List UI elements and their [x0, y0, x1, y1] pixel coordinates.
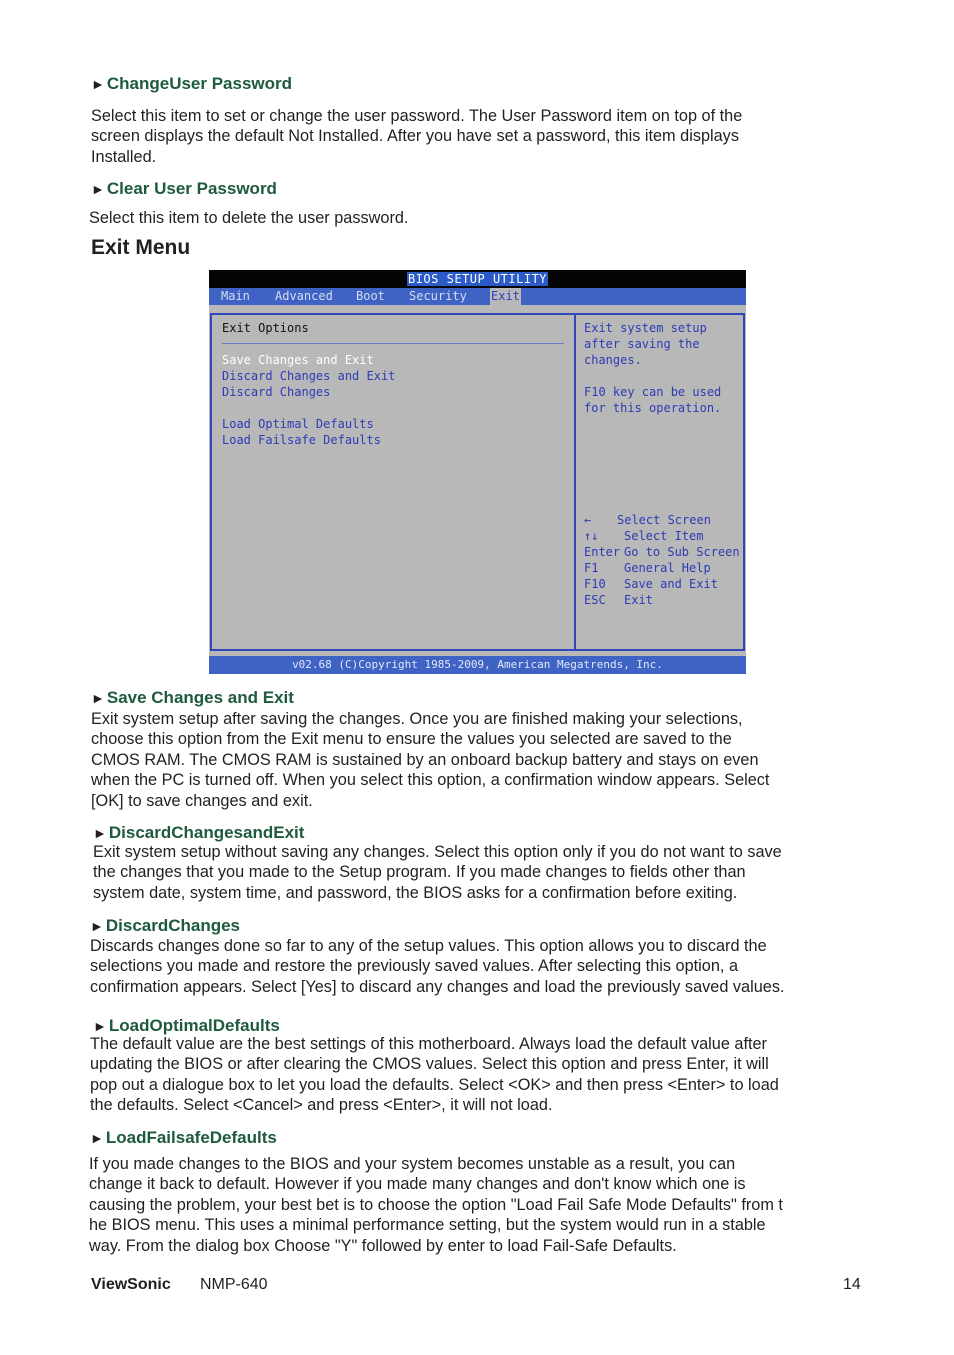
bios-tab-security: Security: [409, 289, 467, 303]
arrow-right-icon: ►: [93, 1018, 107, 1034]
bios-tab-boot: Boot: [356, 289, 385, 303]
heading-clear-user-password: ► Clear User Password: [91, 179, 277, 198]
paragraph-discard-changes-and-exit: Exit system setup without saving any changes. Select this option only if you do not want to save the changes that you made to the Setup program. If you made changes to fields other than system date, system time, and password, the BIOS asks for a confirmation before exiting.: [93, 843, 782, 902]
bios-key-left-arrow-icon: ←: [584, 513, 592, 527]
bios-key-desc: Select Item: [624, 529, 704, 543]
bios-key: ESC: [584, 593, 606, 607]
paragraph-save-changes-and-exit: Exit system setup after saving the changes. Once you are finished making your selections, choose this option from the Exit menu to ensure the values you selected are saved to the CMOS RAM. The CMOS RAM is sustained by an onboard backup battery and stays on even when the PC is turned off. When you select this option, a confirmation window appears. Select [OK] to save changes and exit.: [91, 710, 770, 810]
page-number: 14: [843, 1276, 861, 1293]
arrow-right-icon: ►: [90, 918, 104, 934]
paragraph-clear-user-password: Select this item to delete the user password.: [89, 209, 409, 227]
bios-exit-options-header: Exit Options: [222, 321, 309, 335]
bios-separator: [222, 343, 564, 344]
bios-key-desc: General Help: [624, 561, 711, 575]
arrow-right-icon: ►: [90, 1130, 104, 1146]
arrow-right-icon: ►: [91, 76, 105, 92]
heading-load-optimal-defaults: ► LoadOptimalDefaults: [93, 1016, 280, 1035]
exit-menu-title: Exit Menu: [91, 236, 191, 259]
paragraph-discard-changes: Discards changes done so far to any of the setup values. This option allows you to discard the selections you made and restore the previously saved values. After selecting this option, a confirmation appears. Select [Yes] to discard any changes and load the previously saved values.: [90, 937, 785, 996]
bios-screenshot: [209, 270, 746, 674]
bios-key: F10: [584, 577, 606, 591]
heading-load-failsafe-defaults: ► LoadFailsafeDefaults: [90, 1128, 277, 1147]
bios-key-desc: Select Screen: [617, 513, 711, 527]
bios-key-desc: Save and Exit: [624, 577, 718, 591]
bios-help-line: changes.: [584, 353, 642, 367]
bios-help-line: for this operation.: [584, 401, 722, 415]
footer-brand-logo: ViewSonic: [91, 1276, 171, 1293]
bios-option-load-optimal-defaults: Load Optimal Defaults: [222, 417, 374, 431]
arrow-right-icon: ►: [91, 181, 105, 197]
bios-key-desc: Go to Sub Screen: [624, 545, 740, 559]
bios-tab-bar: [209, 288, 746, 305]
arrow-right-icon: ►: [91, 690, 105, 706]
heading-save-changes-and-exit: ► Save Changes and Exit: [91, 688, 294, 707]
bios-option-save-changes-and-exit: Save Changes and Exit: [222, 353, 374, 367]
heading-discard-changes: ► DiscardChanges: [90, 916, 241, 935]
paragraph-change-user-password: Select this item to set or change the user password. The User Password item on top of the screen displays the default Not Installed. After you have set a password, this item displays Installed.: [91, 107, 743, 166]
bios-key: Enter: [584, 545, 621, 559]
heading-discard-changes-and-exit: ► DiscardChangesandExit: [93, 823, 305, 842]
bios-option-discard-changes-and-exit: Discard Changes and Exit: [222, 369, 396, 383]
arrow-right-icon: ►: [93, 825, 107, 841]
bios-option-load-failsafe-defaults: Load Failsafe Defaults: [222, 433, 381, 447]
bios-key-up-down-arrow-icon: ↑↓: [584, 529, 599, 543]
paragraph-load-failsafe-defaults: If you made changes to the BIOS and your system becomes unstable as a result, you can change it back to default. However if you made many changes and don't know which one is causing the problem, your best bet is to choose the option "Load Fail Safe Mode Defaults" from t he BIOS menu. This uses a minimal performance setting, but the system would run in a stable way. From the dialog box Choose "Y" followed by enter to load Fail-Safe Defaults.: [89, 1155, 783, 1255]
bios-help-line: F10 key can be used: [584, 385, 722, 399]
footer-model: NMP-640: [200, 1276, 268, 1293]
bios-help-line: Exit system setup: [584, 321, 707, 335]
bios-copyright-bar: v02.68 (C)Copyright 1985-2009, American Megatrends, Inc.: [209, 656, 746, 674]
bios-tab-advanced: Advanced: [275, 289, 333, 303]
paragraph-load-optimal-defaults: The default value are the best settings of this motherboard. Always load the default value after updating the BIOS or after clearing the CMOS values. Select this option and press Enter, it will pop out a dialogue box to let you load the defaults. Select <OK> and then press <Enter> to load the defaults. Select <Cancel> and press <Enter>, it will not load.: [90, 1035, 779, 1115]
bios-help-line: after saving the: [584, 337, 700, 351]
heading-change-user-password: ► ChangeUser Password: [91, 74, 293, 93]
bios-key: F1: [584, 561, 599, 575]
bios-tab-main: Main: [221, 289, 250, 303]
bios-tab-exit: Exit: [491, 289, 520, 303]
bios-option-discard-changes: Discard Changes: [222, 385, 331, 399]
bios-key-desc: Exit: [624, 593, 653, 607]
bios-title-bar: BIOS SETUP UTILITY: [209, 270, 746, 288]
